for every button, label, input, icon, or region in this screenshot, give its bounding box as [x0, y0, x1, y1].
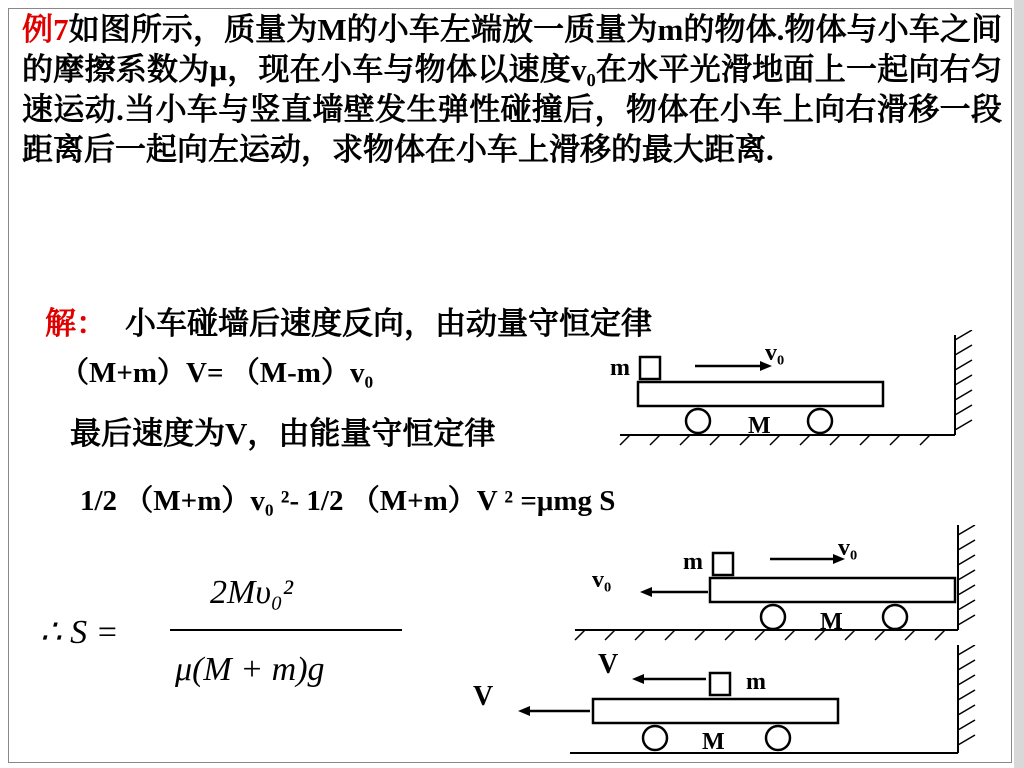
label-M-2: M: [820, 609, 843, 635]
momentum-equation: （M+m）V= （M-m）v₀: [60, 357, 374, 389]
solution-label: 解：: [45, 306, 107, 341]
label-m-1: m: [610, 355, 630, 381]
wheel-2b: [883, 605, 907, 629]
wheel-3b: [766, 726, 790, 750]
solution-line1: 小车碰墙后速度反向，由动量守恒定律: [125, 306, 652, 341]
label-v0-left-2: v₀: [592, 567, 612, 593]
label-M-1: M: [748, 413, 771, 439]
ground-2: [575, 630, 958, 640]
diagram-3: [470, 645, 1000, 763]
result-formula: [30, 555, 410, 715]
block-m-3: [710, 673, 730, 695]
block-m-1: [640, 357, 660, 379]
result-numerator: 2Mυ₀²: [210, 574, 293, 611]
solution-line3: 最后速度为V，由能量守恒定律: [70, 416, 496, 451]
label-m-3: m: [746, 669, 766, 695]
result-denominator: μ(M + m)g: [175, 651, 325, 688]
label-v0-top-2: v₀: [838, 535, 858, 561]
result-prefix: ∴ S =: [40, 614, 119, 651]
wall-2: [958, 525, 975, 630]
arrowhead-3a: [632, 674, 644, 684]
problem-text: 如图所示，质量为M的小车左端放一质量为m的物体.物体与小车之间的摩擦系数为μ，现在小车与物体以速度v₀在水平光滑地面上一起向右匀速运动.当小车与竖直墙壁发生弹性碰撞后，物体在小车上向右滑移一段距离后一起向左运动，求物体在小车上滑移的最大距离.: [22, 12, 1002, 167]
wheel-1b: [808, 409, 832, 433]
energy-equation: 1/2 （M+m）v₀ ²- 1/2 （M+m）V ² =μmg S: [80, 485, 616, 517]
ground-1: [620, 435, 955, 445]
label-V-top-3: V: [598, 649, 619, 680]
slide-edge: [1014, 0, 1024, 768]
wall-3: [958, 645, 975, 753]
diagram-2: [570, 525, 1000, 645]
result-formula-svg: [30, 555, 410, 715]
cart-body-3: [593, 699, 838, 723]
label-v0-1: v₀: [765, 340, 785, 366]
label-m-2: m: [683, 549, 703, 575]
label-V-left-3: V: [473, 681, 494, 712]
problem-label: 例7: [22, 12, 69, 47]
label-M-3: M: [702, 729, 725, 755]
wheel-1a: [686, 409, 710, 433]
arrowhead-2b: [640, 587, 652, 597]
block-m-2: [713, 553, 733, 575]
cart-body-2: [710, 578, 955, 602]
problem-statement: [22, 10, 1002, 170]
wheel-3a: [643, 726, 667, 750]
wheel-2a: [761, 605, 785, 629]
wall-1: [955, 330, 972, 435]
diagram-1: [600, 330, 1010, 450]
arrowhead-3b: [518, 706, 530, 716]
cart-body-1: [638, 382, 883, 406]
